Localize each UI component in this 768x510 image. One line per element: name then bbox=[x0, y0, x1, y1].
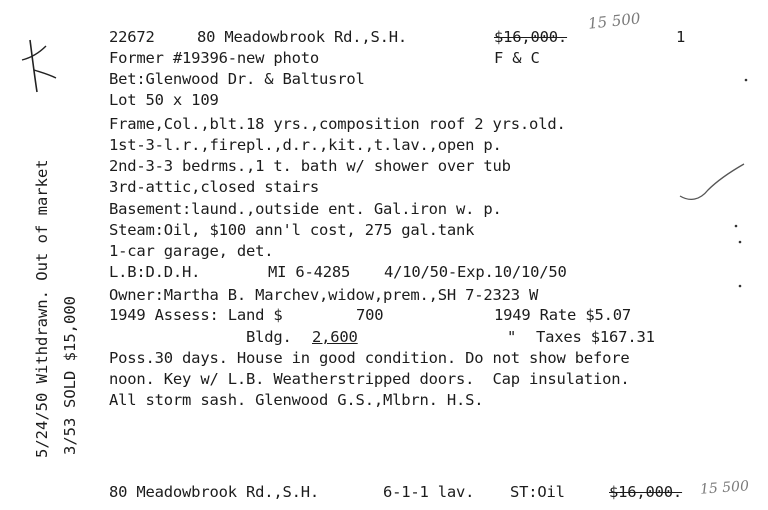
taxes: Taxes $167.31 bbox=[536, 328, 655, 346]
assessment-land: 700 bbox=[356, 306, 384, 324]
pen-stroke-icon bbox=[22, 46, 46, 60]
card-number: 1 bbox=[676, 28, 686, 46]
owner: Owner:Martha B. Marchev,widow,prem.,SH 7-2323 W bbox=[109, 286, 539, 304]
footer-address: 80 Meadowbrook Rd.,S.H. bbox=[109, 483, 320, 501]
detail-line: 1-car garage, det. bbox=[109, 242, 274, 260]
lot-size: Lot 50 x 109 bbox=[109, 91, 219, 109]
sold-date: 3/53 bbox=[61, 417, 79, 455]
footer-price-struck: $16,000. bbox=[609, 483, 683, 501]
listing-number: 22672 bbox=[109, 28, 155, 46]
footer-price-handwritten: 15 500 bbox=[699, 478, 750, 498]
detail-line: 2nd-3-3 bedrms.,1 t. bath w/ shower over tub bbox=[109, 157, 511, 175]
broker-phone: MI 6-4285 bbox=[268, 263, 351, 281]
terms: F & C bbox=[494, 49, 540, 67]
address: 80 Meadowbrook Rd.,S.H. bbox=[197, 28, 408, 46]
between-streets: Bet:Glenwood Dr. & Baltusrol bbox=[109, 70, 365, 88]
listing-broker: L.B:D.D.H. bbox=[109, 263, 201, 281]
pen-stroke-icon bbox=[34, 70, 56, 78]
asking-price-handwritten: 15 500 bbox=[587, 9, 642, 33]
footer-rooms: 6-1-1 lav. bbox=[383, 483, 475, 501]
detail-line: Basement:laund.,outside ent. Gal.iron w. p. bbox=[109, 200, 502, 218]
listing-dates: 4/10/50-Exp.10/10/50 bbox=[384, 263, 567, 281]
former-listing: Former #19396-new photo bbox=[109, 49, 320, 67]
building-assessment: 2,600 bbox=[312, 328, 358, 346]
withdrawn-note: 5/24/50 Withdrawn. Out of market bbox=[33, 159, 51, 458]
detail-line: 1st-3-l.r.,firepl.,d.r.,kit.,t.lav.,open p. bbox=[109, 136, 502, 154]
detail-line: Frame,Col.,blt.18 yrs.,composition roof 2 yrs.old. bbox=[109, 115, 566, 133]
speck-icon bbox=[739, 285, 742, 288]
remarks-line: All storm sash. Glenwood G.S.,Mlbrn. H.S. bbox=[109, 391, 484, 409]
ditto-mark: " bbox=[507, 328, 517, 346]
asking-price-struck: $16,000. bbox=[494, 28, 568, 46]
speck-icon bbox=[735, 225, 738, 228]
speck-icon bbox=[745, 79, 748, 82]
speck-icon bbox=[739, 241, 742, 244]
remarks-line: Poss.30 days. House in good condition. Do not show before bbox=[109, 349, 630, 367]
assessment-label: 1949 Assess: Land $ bbox=[109, 306, 283, 324]
detail-line: Steam:Oil, $100 ann'l cost, 275 gal.tank bbox=[109, 221, 475, 239]
pen-stroke-icon bbox=[30, 40, 37, 92]
checkmark-icon bbox=[680, 164, 744, 199]
remarks-line: noon. Key w/ L.B. Weatherstripped doors. Cap insulation. bbox=[109, 370, 630, 388]
tax-rate: 1949 Rate $5.07 bbox=[494, 306, 631, 324]
footer-heat: ST:Oil bbox=[510, 483, 565, 501]
building-label: Bldg. bbox=[246, 328, 292, 346]
sold-price: SOLD $15,000 bbox=[61, 296, 79, 408]
detail-line: 3rd-attic,closed stairs bbox=[109, 178, 320, 196]
